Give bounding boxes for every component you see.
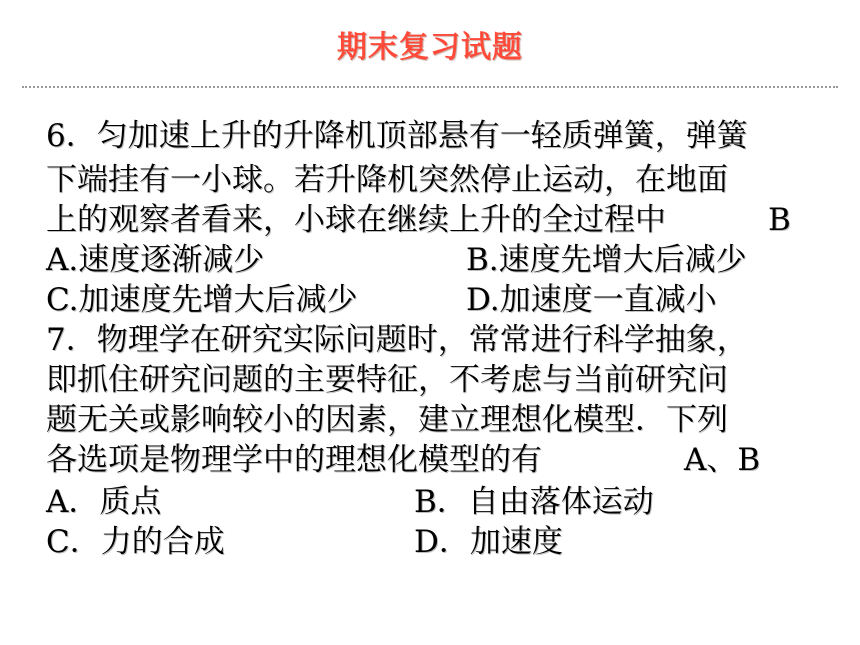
- question-6-answer: B: [768, 202, 791, 238]
- question-6-option-d: D.加速度一直减小: [466, 282, 717, 318]
- question-7-line-2: 即抓住研究问题的主要特征，不考虑与当前研究问: [46, 362, 728, 398]
- question-6-option-a: A.速度逐渐减少: [46, 242, 265, 278]
- question-7-option-c: C．力的合成: [46, 524, 225, 560]
- page-title: 期末复习试题: [337, 30, 523, 65]
- question-7-line-1: 7．物理学在研究实际问题时，常常进行科学抽象，: [46, 322, 748, 358]
- question-7-line-3: 题无关或影响较小的因素，建立理想化模型．下列: [46, 402, 728, 438]
- question-7-line-4: 各选项是物理学中的理想化模型的有: [46, 442, 542, 478]
- question-6-line-2: 下端挂有一小球。若升降机突然停止运动，在地面: [46, 162, 728, 198]
- question-7-option-d: D．加速度: [414, 524, 563, 560]
- question-7-option-b: B．自由落体运动: [414, 484, 654, 520]
- question-6-line-1: 6．匀加速上升的升降机顶部悬有一轻质弹簧，弹簧: [46, 118, 748, 154]
- question-7-answer: A、B: [684, 442, 761, 478]
- question-6-option-c: C.加速度先增大后减少: [46, 282, 358, 318]
- question-6-line-3: 上的观察者看来，小球在继续上升的全过程中: [46, 202, 666, 238]
- question-7-option-a: A．质点: [46, 484, 162, 520]
- question-6-option-b: B.速度先增大后减少: [466, 242, 747, 278]
- title-divider: [22, 86, 838, 88]
